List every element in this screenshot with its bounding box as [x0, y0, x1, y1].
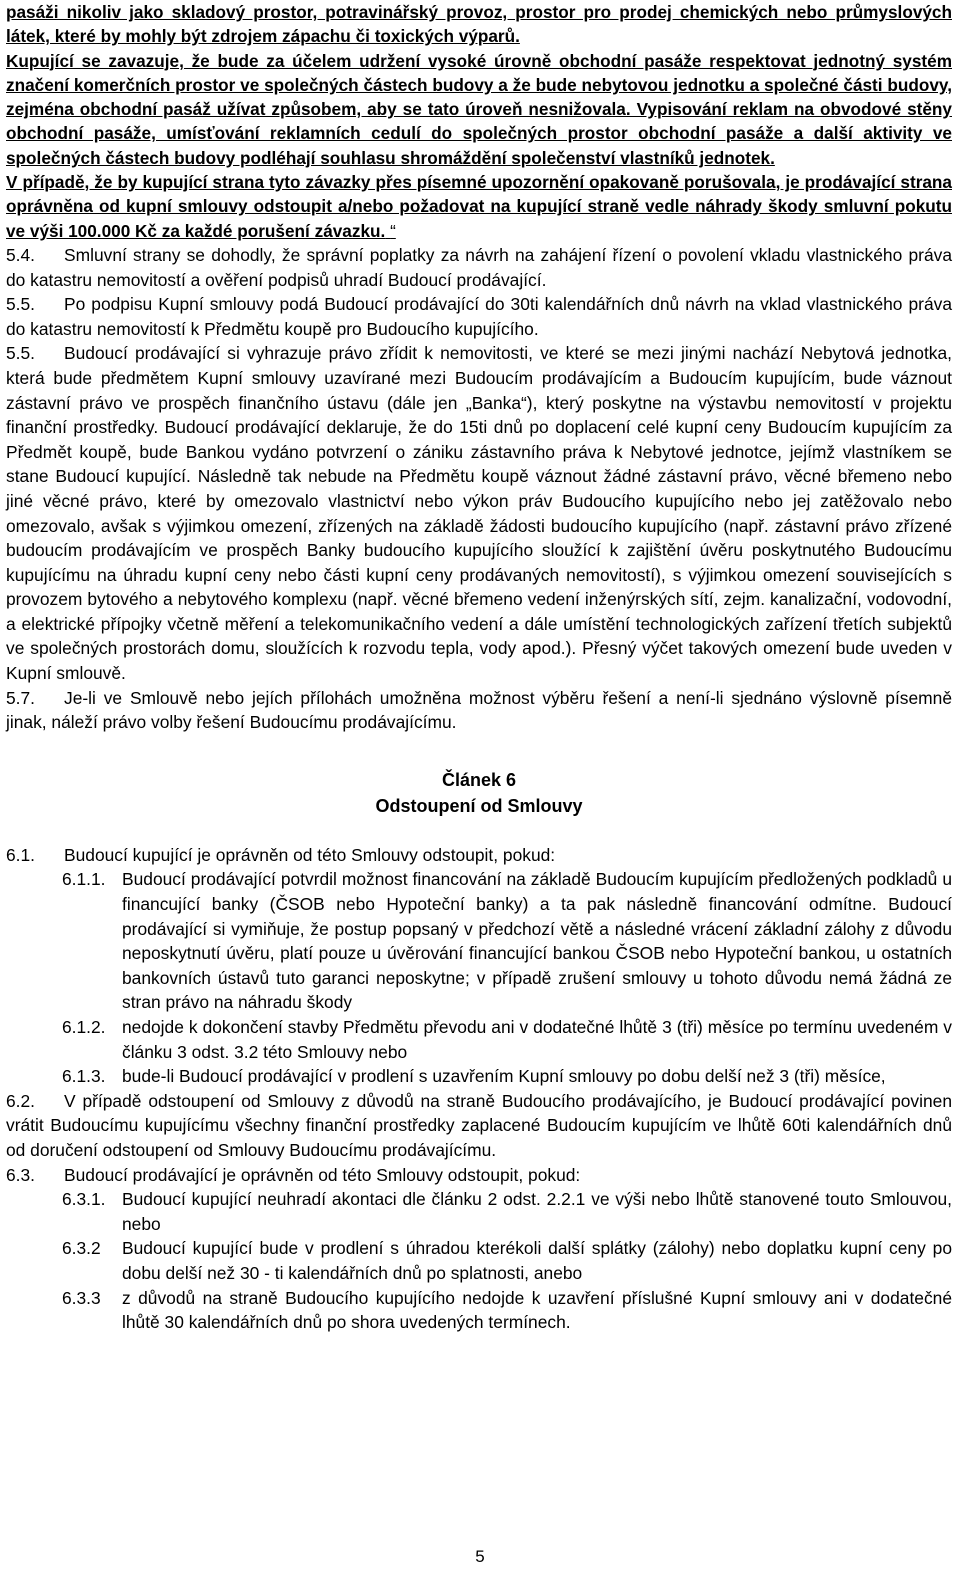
item-number: 6.1.2. [62, 1017, 106, 1037]
item-6-1-2 [6, 1015, 952, 1064]
clause-5-5-a [6, 292, 952, 341]
item-number: 6.1.3. [62, 1066, 106, 1087]
item-text: Budoucí prodávající je oprávněn od této Smlouvy odstoupit, pokud: [64, 1164, 581, 1185]
clause-text: Budoucí prodávající si vyhrazuje právo zřídit k nemovitosti, ve které se mezi jinými nachází Nebytová jednotka, která bude předmětem Kupní smlouvy uzavírané mezi Budoucím prodávajícím a Budoucím kupujícím, bude váznout zástavní právo ve prospěch finančního ústavu (dále jen „Banka“), který poskytne na výstavbu nemovitostí v projektu finanční prostředky. Budoucí prodávající deklaruje, že do 15ti dnů po doplacení celé kupní ceny Budoucím kupujícím za Předmět koupě, bude Bankou vydáno potvrzení o zániku zástavního práva k Nebytové jednotce, jejímž vlastníkem se stane Budoucí kupující. Následně tak nebude na Předmětu koupě váznout žádné zástavní právo, věcné břemeno nebo jiné věcné právo, které by omezovalo vlastnictví nebo výkon práv Budoucího kupujícího nebo jej zatěžovalo nebo omezovalo, avšak s výjimkou omezení, zřízených na základě žádosti budoucího kupujícího (např. zástavní právo zřízené budoucím prodávajícím ve prospěch Banky budoucího kupujícího sloužící k zajištění úvěru poskytnutého Budoucímu kupujícímu na úhradu kupní ceny nebo části kupní ceny prodávaných nemovitostí), s výjimkou omezení souvisejících s provozem bytového a nebytového komplexu (např. věcné břemeno vedení inženýrských sítí, zejm. kanalizační, vodovodní, a elektrické přípojky včetně měření a telekomunikačního vedení a dále umístění technologických zařízení třetích subjektů ve společných prostorách domu, sloužících k rozvodu tepla, vody apod.). Přesný výčet takových omezení bude uveden v Kupní smlouvě. [6, 343, 952, 684]
item-number: 6.1.1. [62, 869, 106, 890]
item-6-3-2 [6, 1236, 952, 1285]
item-6-3 [6, 1163, 952, 1188]
item-text: Budoucí kupující neuhradí akontaci dle článku 2 odst. 2.2.1 ve výši nebo lhůtě stanovené touto Smlouvou, nebo [122, 1189, 952, 1234]
item-6-2 [6, 1089, 952, 1163]
item-text: bude-li Budoucí prodávající v prodlení s uzavřením Kupní smlouvy po dobu delší než 3 (tři) měsíce, [122, 1066, 886, 1087]
article-subtitle: Odstoupení od Smlouvy [375, 795, 583, 816]
item-number: 6.3.2 [62, 1238, 101, 1259]
item-6-1 [6, 843, 952, 868]
clause-text: Po podpisu Kupní smlouvy podá Budoucí prodávající do 30ti kalendářních dnů návrh na vklad vlastnického práva do katastru nemovitostí k Předmětu koupě pro Budoucího kupujícího. [6, 294, 952, 339]
paragraph-penalty: V případě, že by kupující strana tyto závazky přes písemné upozornění opakovaně porušovala, je prodávající strana oprávněna od kupní smlouvy odstoupit a/nebo požadovat na kupující straně vedle náhrady škody smluvní pokutu ve výši 100.000 Kč za každé porušení závazku. “ [6, 172, 952, 241]
item-text: nedojde k dokončení stavby Předmětu převodu ani v dodatečné lhůtě 3 (tři) měsíce po termínu uvedeném v článku 3 odst. 3.2 této Smlouvy nebo [122, 1017, 952, 1062]
clause-number: 5.7. [6, 687, 36, 708]
item-6-3-3 [6, 1286, 952, 1335]
item-text: Budoucí kupující bude v prodlení s úhradou kterékoli další splátky (zálohy) nebo doplatku kupní ceny po dobu delší než 30 - ti kalendářních dnů po splatnosti, anebo [122, 1238, 952, 1283]
clause-text: Smluvní strany se dohodly, že správní poplatky za návrh na zahájení řízení o povolení vkladu vlastnického práva do katastru nemovitostí a ověření podpisů uhradí Budoucí prodávající. [6, 244, 952, 290]
article-title: Článek 6 [441, 769, 517, 790]
item-text: Budoucí prodávající potvrdil možnost financování na základě Budoucím kupujícím předložených podkladů u financující banky (ČSOB nebo Hypoteční banky) a ta pak následně financování odmítne. Budoucí prodávající si vymiňuje, že postup popsaný v předchozí větě a následné vrácení základní zálohy z důvodu neposkytnutí úvěru, platí pouze u úvěrování financující bankou ČSOB nebo Hypoteční bankou, u ostatních bankovních ústavů tuto garanci neposkytne; v případě zrušení smlouvy u tohoto důvodu nemá žádná ze stran právo na náhradu škody [122, 869, 952, 1013]
bold-paragraph [6, 0, 952, 243]
clause-5-7 [6, 686, 952, 735]
item-6-1-3 [6, 1064, 952, 1089]
clause-number: 5.5. [6, 343, 36, 364]
item-number: 6.3.3 [62, 1287, 101, 1308]
paragraph-usage-restriction: pasáži nikoliv jako skladový prostor, potravinářský provoz, prostor pro prodej chemických nebo průmyslových látek, které by mohly být zdrojem zápachu či toxických výparů. [6, 2, 952, 47]
paragraph-buyer-obligations: Kupující se zavazuje, že bude za účelem udržení vysoké úrovně obchodní pasáže respektovat jednotný systém značení komerčních prostor ve společných částech budovy a že bude nebytovou jednotku a společné části budovy, zejména obchodní pasáž užívat způsobem, aby se tato úroveň nesnižovala. Vypisování reklam na obvodové stěny obchodní pasáže, umísťování reklamních cedulí do společných prostor obchodní pasáže a další aktivity ve společných částech budovy podléhají souhlasu shromáždění společenství vlastníků jednotek. [6, 50, 952, 168]
item-number: 6.1. [6, 844, 36, 865]
item-6-3-1 [6, 1187, 952, 1236]
item-number: 6.2. [6, 1090, 36, 1111]
item-number: 6.3. [6, 1164, 36, 1185]
item-6-1-1 [6, 867, 952, 1015]
page-number: 5 [475, 1547, 485, 1566]
clause-number: 5.4. [6, 244, 36, 265]
item-text: V případě odstoupení od Smlouvy z důvodů na straně Budoucího prodávajícího, je Budoucí prodávající povinen vrátit Budoucímu kupujícímu všechny finanční prostředky zaplacené Budoucím kupujícím ve lhůtě 60ti kalendářních dnů od doručení odstoupení od Smlouvy Budoucímu prodávajícímu. [6, 1090, 952, 1160]
clause-5-5-b [6, 341, 952, 685]
item-text: Budoucí kupující je oprávněn od této Smlouvy odstoupit, pokud: [64, 844, 556, 865]
clause-number: 5.5. [6, 294, 36, 315]
item-number: 6.3.1. [62, 1189, 106, 1210]
document-page [6, 0, 952, 1335]
clause-text: Je-li ve Smlouvě nebo jejích přílohách umožněna možnost výběru řešení a není-li sjednáno výslovně písemně jinak, náleží právo volby řešení Budoucímu prodávajícímu. [6, 687, 952, 733]
clause-5-4 [6, 243, 952, 292]
closing-quote: “ [390, 220, 396, 241]
item-text: z důvodů na straně Budoucího kupujícího nedojde k uzavření příslušné Kupní smlouvy ani v dodatečné lhůtě 30 kalendářních dnů po shora uvedených termínech. [122, 1287, 952, 1333]
